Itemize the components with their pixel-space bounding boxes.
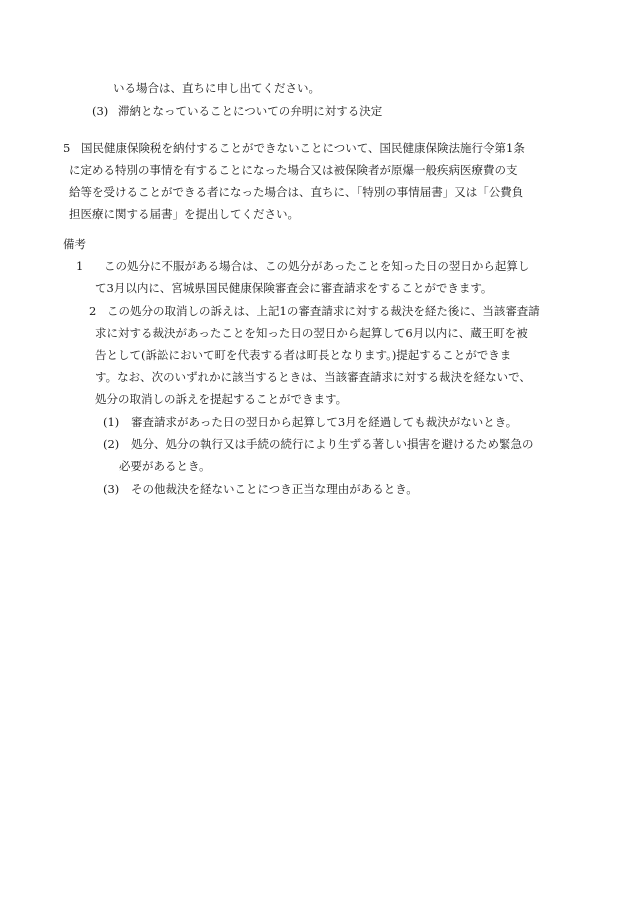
remark-1-line-1: この処分に不服がある場合は、この処分があったことを知った日の翌日から起算し [104, 259, 530, 273]
sub-item-3-number: (3) [103, 482, 120, 496]
remark-2-number: 2 [89, 304, 97, 318]
remark-2-line-3: 告として(訴訟において町を代表する者は町長となります。)提起することができま [95, 348, 512, 362]
section-5-number: 5 [63, 141, 71, 155]
remark-1-line-2: て3月以内に、宮城県国民健康保険審査会に審査請求をすることができます。 [95, 281, 493, 295]
sub-item-1-text: 審査請求があった日の翌日から起算して3月を経過しても裁決がないとき。 [131, 415, 518, 429]
remark-2-line-2: 求に対する裁決があったことを知った日の翌日から起算して6月以内に、蔵王町を被 [95, 326, 528, 340]
section-5-line-1: 国民健康保険税を納付することができないことについて、国民健康保険法施行令第1条 [81, 141, 525, 155]
sub-item-2-line-2: 必要があるとき。 [119, 459, 211, 473]
section-5-line-3: 給等を受けることができる者になった場合は、直ちに、「特別の事情届書」又は「公費負 [69, 185, 524, 199]
remark-1-number: 1 [76, 259, 84, 273]
sub-item-3-text: その他裁決を経ないことにつき正当な理由があるとき。 [131, 482, 418, 496]
section-5-line-4: 担医療に関する届書」を提出してください。 [69, 207, 299, 221]
sub-item-1-number: (1) [103, 415, 120, 429]
sub-item-2-number: (2) [103, 437, 120, 451]
sub-item-2-line-1: 処分、処分の執行又は手続の続行により生ずる著しい損害を避けるため緊急の [131, 437, 534, 451]
remark-2-line-4: す。なお、次のいずれかに該当するときは、当該審査請求に対する裁決を経ないで、 [95, 370, 531, 384]
continuation-line: いる場合は、直ちに申し出てください。 [113, 81, 320, 95]
section-5-line-2: に定める特別の事情を有することになった場合又は被保険者が原爆一般疾病医療費の支 [69, 163, 518, 177]
remark-2-line-5: 処分の取消しの訴えを提起することができます。 [95, 392, 348, 406]
remarks-heading: 備考 [63, 237, 86, 251]
remark-2-line-1: この処分の取消しの訴えは、上記1の審査請求に対する裁決を経た後に、当該審査請 [107, 304, 540, 318]
item-3-number: (3) [92, 104, 109, 118]
item-3-text: 滞納となっていることについての弁明に対する決定 [118, 104, 383, 118]
